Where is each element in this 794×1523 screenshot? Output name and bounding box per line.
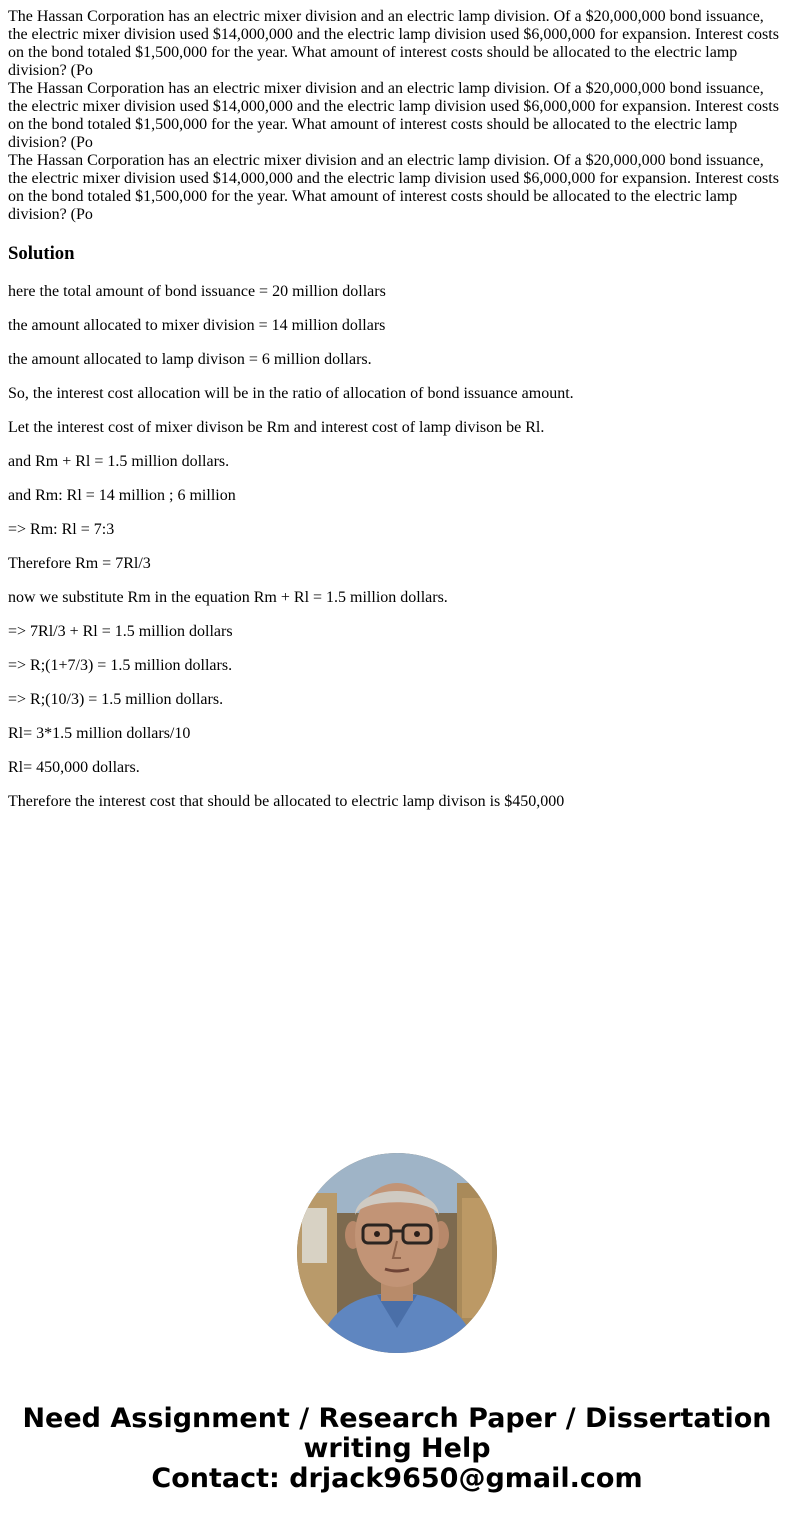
question-text-3: The Hassan Corporation has an electric mixer division and an electric lamp division. Of a $20,000,000 bond issuance, the electric mixer division used $14,000,000 and the electric lamp division used $6,000,000 for expansion. Interest costs on the bond totaled $1,500,000 for the year. What amount of interest costs should be allocated to the electric lamp division? (Po (8, 152, 779, 223)
solution-step: the amount allocated to lamp divison = 6 million dollars. (8, 351, 372, 368)
solution-step: So, the interest cost allocation will be in the ratio of allocation of bond issuance amount. (8, 385, 574, 402)
solution-step: and Rm: Rl = 14 million ; 6 million (8, 487, 236, 504)
solution-step: Therefore the interest cost that should be allocated to electric lamp divison is $450,000 (8, 793, 565, 810)
solution-step: here the total amount of bond issuance = 20 million dollars (8, 283, 386, 300)
solution-step: => 7Rl/3 + Rl = 1.5 million dollars (8, 623, 233, 640)
contact-footer (0, 1404, 794, 1494)
solution-step: Let the interest cost of mixer divison be Rm and interest cost of lamp divison be Rl. (8, 419, 545, 436)
solution-step: => R;(1+7/3) = 1.5 million dollars. (8, 657, 233, 674)
solution-step: Rl= 450,000 dollars. (8, 759, 140, 776)
solution-steps (8, 283, 786, 811)
author-avatar (297, 1153, 497, 1353)
solution-step: and Rm + Rl = 1.5 million dollars. (8, 453, 230, 470)
solution-step: Rl= 3*1.5 million dollars/10 (8, 725, 191, 742)
solution-step: the amount allocated to mixer division = 14 million dollars (8, 317, 386, 334)
footer-contact-line: Contact: drjack9650@gmail.com (151, 1463, 643, 1494)
solution-step: => R;(10/3) = 1.5 million dollars. (8, 691, 224, 708)
solution-heading: Solution (8, 243, 75, 264)
solution-step: now we substitute Rm in the equation Rm + Rl = 1.5 million dollars. (8, 589, 448, 606)
solution-step: => Rm: Rl = 7:3 (8, 521, 115, 538)
question-text-2: The Hassan Corporation has an electric mixer division and an electric lamp division. Of a $20,000,000 bond issuance, the electric mixer division used $14,000,000 and the electric lamp division used $6,000,000 for expansion. Interest costs on the bond totaled $1,500,000 for the year. What amount of interest costs should be allocated to the electric lamp division? (Po (8, 80, 779, 151)
footer-line-2: writing Help (303, 1433, 491, 1464)
question-text-1: The Hassan Corporation has an electric mixer division and an electric lamp division. Of a $20,000,000 bond issuance, the electric mixer division used $14,000,000 and the electric lamp division used $6,000,000 for expansion. Interest costs on the bond totaled $1,500,000 for the year. What amount of interest costs should be allocated to the electric lamp division? (Po (8, 8, 779, 79)
solution-step: Therefore Rm = 7Rl/3 (8, 555, 151, 572)
footer-line-1: Need Assignment / Research Paper / Dissertation (22, 1403, 772, 1434)
